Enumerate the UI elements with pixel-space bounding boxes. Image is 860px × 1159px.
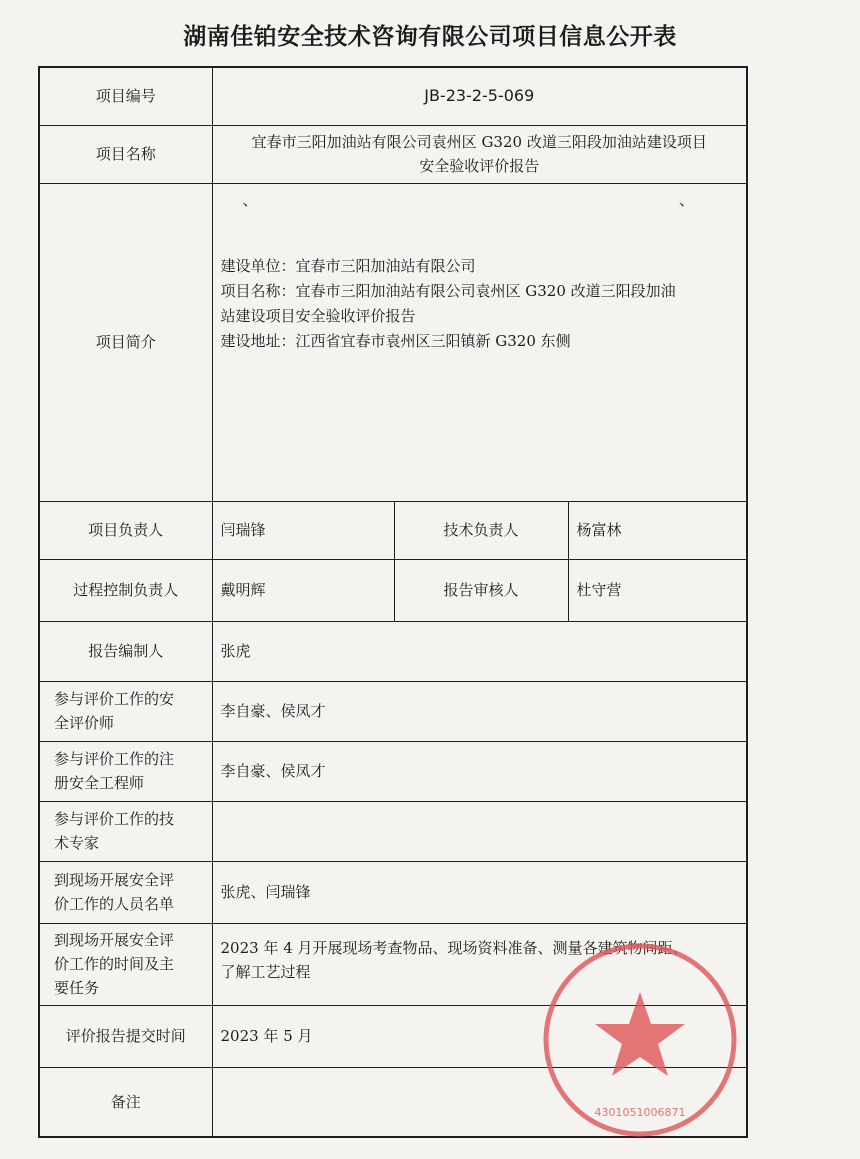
process-label: 过程控制负责人 xyxy=(39,559,212,621)
row-engineers xyxy=(39,741,747,801)
row-author xyxy=(39,621,747,681)
row-intro xyxy=(39,183,747,501)
evaluators-label-line1: 参与评价工作的安 xyxy=(54,690,175,708)
row-project-name xyxy=(39,125,747,183)
engineers-label-line2: 册安全工程师 xyxy=(54,774,145,792)
intro-mark-right: 、 xyxy=(678,190,694,209)
seal-number: 4301051006871 xyxy=(594,1106,686,1119)
project-name-line1: 宜春市三阳加油站有限公司袁州区 G320 改道三阳段加油站建设项目 xyxy=(251,133,707,151)
reviewer-value: 杜守营 xyxy=(568,559,747,621)
evaluators-value: 李自豪、侯凤才 xyxy=(212,681,747,741)
evaluators-label xyxy=(39,681,212,741)
site-time-label-line2: 价工作的时间及主 xyxy=(54,955,175,973)
row-site-time xyxy=(39,923,747,1005)
author-label: 报告编制人 xyxy=(39,621,212,681)
engineers-label-line1: 参与评价工作的注 xyxy=(54,750,175,768)
site-staff-label-line2: 价工作的人员名单 xyxy=(54,895,175,913)
intro-name-line2: 站建设项目安全验收评价报告 xyxy=(220,306,416,325)
experts-label-line1: 参与评价工作的技 xyxy=(54,810,175,828)
site-time-value xyxy=(212,923,747,1005)
engineers-label xyxy=(39,741,212,801)
submit-time-value: 2023 年 5 月 xyxy=(212,1005,747,1067)
project-name-label: 项目名称 xyxy=(39,125,212,183)
experts-label xyxy=(39,801,212,861)
intro-name-line1: 项目名称：宜春市三阳加油站有限公司袁州区 G320 改道三阳段加油 xyxy=(220,281,676,300)
site-time-value-line2: 了解工艺过程 xyxy=(220,962,311,981)
project-no-label: 项目编号 xyxy=(39,67,212,125)
remarks-value xyxy=(212,1067,747,1137)
engineers-value: 李自豪、侯凤才 xyxy=(212,741,747,801)
row-site-staff xyxy=(39,861,747,923)
row-leader xyxy=(39,501,747,559)
experts-label-line2: 术专家 xyxy=(54,834,100,852)
tech-leader-label: 技术负责人 xyxy=(394,501,568,559)
project-no-value: JB-23-2-5-069 xyxy=(212,67,747,125)
row-submit-time xyxy=(39,1005,747,1067)
author-value: 张虎 xyxy=(212,621,747,681)
intro-mark-left: 、 xyxy=(242,190,258,209)
intro-text xyxy=(221,184,739,444)
experts-value xyxy=(212,801,747,861)
intro-label: 项目简介 xyxy=(39,183,212,501)
intro-value xyxy=(212,183,747,501)
project-name-value xyxy=(212,125,747,183)
process-value: 戴明辉 xyxy=(212,559,394,621)
site-staff-label xyxy=(39,861,212,923)
remarks-label: 备注 xyxy=(39,1067,212,1137)
site-time-label xyxy=(39,923,212,1005)
intro-address: 建设地址：江西省宜春市袁州区三阳镇新 G320 东侧 xyxy=(220,331,571,350)
site-time-label-line3: 要任务 xyxy=(54,979,100,997)
project-info-table xyxy=(38,66,748,1138)
leader-label: 项目负责人 xyxy=(39,501,212,559)
site-staff-value: 张虎、闫瑞锋 xyxy=(212,861,747,923)
site-staff-label-line1: 到现场开展安全评 xyxy=(54,871,175,889)
page-title: 湖南佳铂安全技术咨询有限公司项目信息公开表 xyxy=(183,24,677,50)
row-process xyxy=(39,559,747,621)
row-experts xyxy=(39,801,747,861)
site-time-value-line1: 2023 年 4 月开展现场考查物品、现场资料准备、测量各建筑物间距、 xyxy=(220,938,688,957)
submit-time-label: 评价报告提交时间 xyxy=(39,1005,212,1067)
tech-leader-value: 杨富林 xyxy=(568,501,747,559)
row-remarks xyxy=(39,1067,747,1137)
intro-unit: 建设单位：宜春市三阳加油站有限公司 xyxy=(220,256,476,275)
row-evaluators xyxy=(39,681,747,741)
site-time-label-line1: 到现场开展安全评 xyxy=(54,931,175,949)
leader-value: 闫瑞锋 xyxy=(212,501,394,559)
row-project-no xyxy=(39,67,747,125)
evaluators-label-line2: 全评价师 xyxy=(54,714,115,732)
reviewer-label: 报告审核人 xyxy=(394,559,568,621)
project-name-line2: 安全验收评价报告 xyxy=(419,157,540,175)
